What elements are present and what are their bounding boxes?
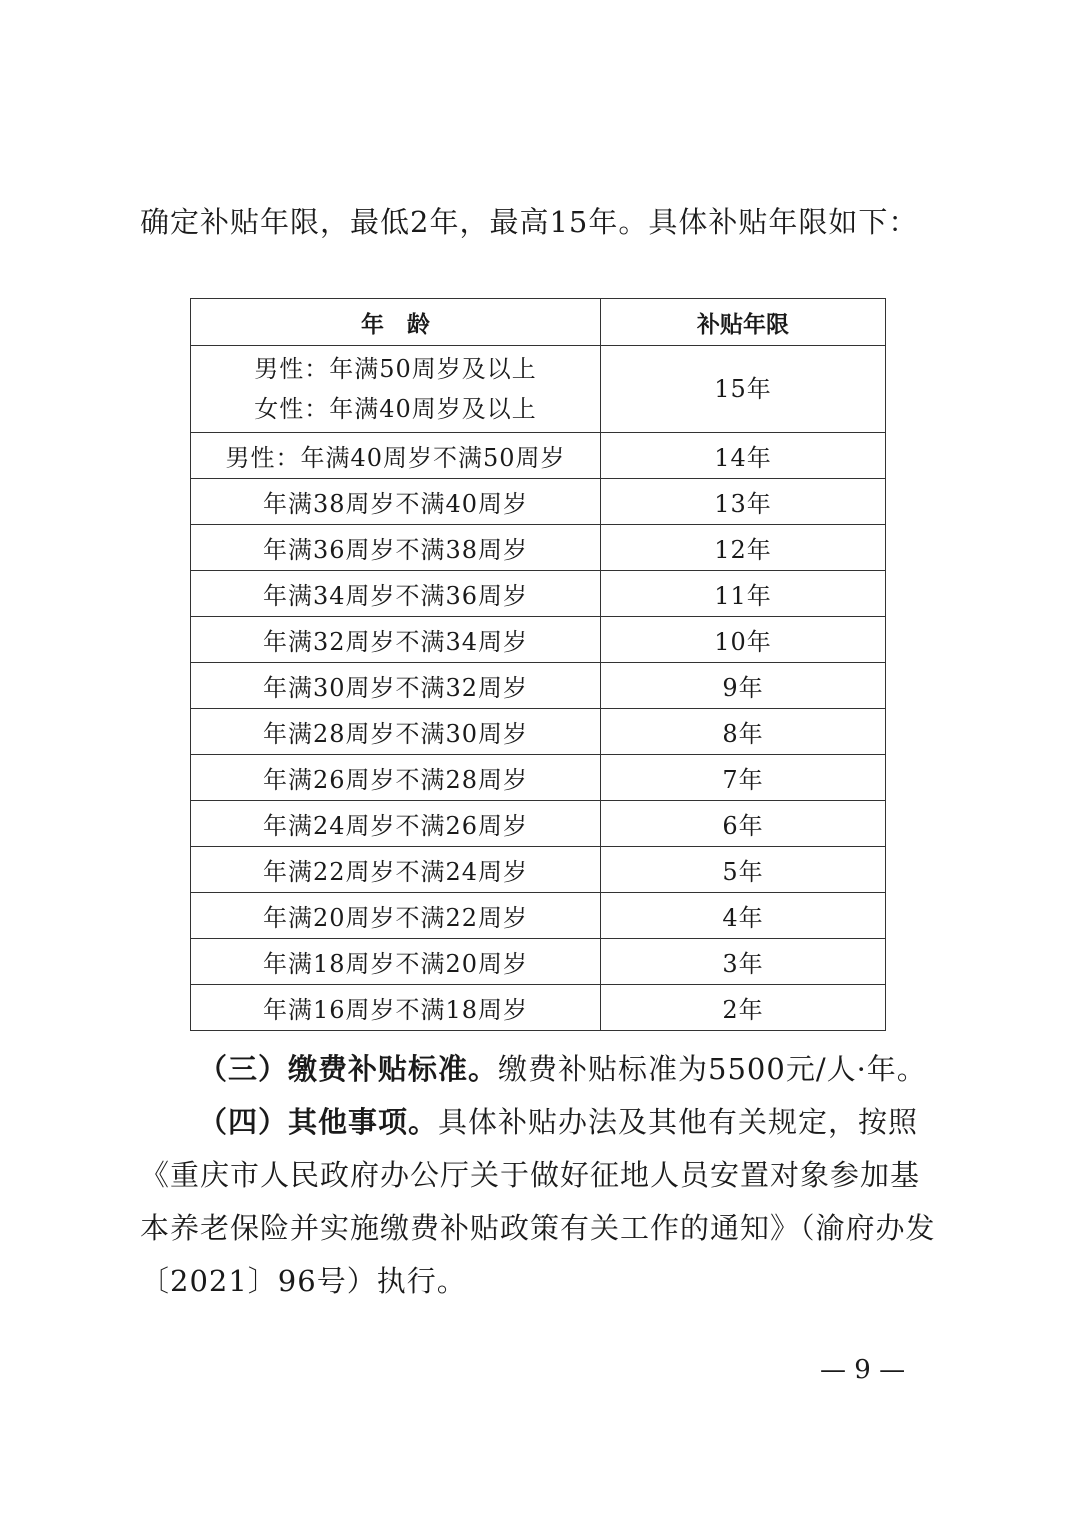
table-header-row xyxy=(191,299,886,346)
section4-paragraph xyxy=(140,1096,940,1308)
years-cell: 4年 xyxy=(601,893,886,939)
section4-heading: （四）其他事项。 xyxy=(198,1105,439,1139)
table-row xyxy=(191,939,886,985)
age-cell: 男性：年满40周岁不满50周岁 xyxy=(191,433,601,479)
table-row xyxy=(191,525,886,571)
header-subsidy-years: 补贴年限 xyxy=(601,299,886,346)
table-row xyxy=(191,755,886,801)
age-cell: 年满24周岁不满26周岁 xyxy=(191,801,601,847)
section3-body: 缴费补贴标准为5500元/人·年。 xyxy=(498,1052,927,1086)
table-row xyxy=(191,479,886,525)
table-row xyxy=(191,847,886,893)
years-cell: 14年 xyxy=(601,433,886,479)
years-cell: 10年 xyxy=(601,617,886,663)
age-cell: 年满26周岁不满28周岁 xyxy=(191,755,601,801)
header-age: 年 龄 xyxy=(191,299,601,346)
years-cell: 12年 xyxy=(601,525,886,571)
years-cell: 15年 xyxy=(601,346,886,433)
table-row xyxy=(191,801,886,847)
age-line-female: 女性：年满40周岁及以上 xyxy=(254,395,537,423)
age-cell: 年满16周岁不满18周岁 xyxy=(191,985,601,1031)
table-row xyxy=(191,571,886,617)
section3-heading: （三）缴费补贴标准。 xyxy=(198,1052,499,1086)
age-cell: 年满38周岁不满40周岁 xyxy=(191,479,601,525)
section4-body: 具体补贴办法及其他有关规定，按照《重庆市人民政府办公厅关于做好征地人员安置对象参加基本养老保险并实施缴费补贴政策有关工作的通知》（渝府办发〔2021〕96号）执行。 xyxy=(140,1105,936,1298)
table-row xyxy=(191,433,886,479)
years-cell: 11年 xyxy=(601,571,886,617)
page-number: — 9 — xyxy=(820,1355,906,1385)
years-cell: 9年 xyxy=(601,663,886,709)
years-cell: 6年 xyxy=(601,801,886,847)
table-row xyxy=(191,346,886,433)
age-cell: 年满28周岁不满30周岁 xyxy=(191,709,601,755)
years-cell: 3年 xyxy=(601,939,886,985)
age-cell: 年满22周岁不满24周岁 xyxy=(191,847,601,893)
age-cell: 年满30周岁不满32周岁 xyxy=(191,663,601,709)
table-row xyxy=(191,663,886,709)
years-cell: 7年 xyxy=(601,755,886,801)
age-cell xyxy=(191,346,601,433)
years-cell: 8年 xyxy=(601,709,886,755)
age-cell: 年满18周岁不满20周岁 xyxy=(191,939,601,985)
table-row xyxy=(191,893,886,939)
age-cell: 年满34周岁不满36周岁 xyxy=(191,571,601,617)
age-line-male: 男性：年满50周岁及以上 xyxy=(254,355,537,383)
age-cell: 年满36周岁不满38周岁 xyxy=(191,525,601,571)
years-cell: 13年 xyxy=(601,479,886,525)
table-row xyxy=(191,617,886,663)
subsidy-years-table xyxy=(190,298,886,1031)
table-row xyxy=(191,985,886,1031)
table-row xyxy=(191,709,886,755)
years-cell: 5年 xyxy=(601,847,886,893)
intro-paragraph: 确定补贴年限，最低2年，最高15年。具体补贴年限如下： xyxy=(140,205,919,239)
years-cell: 2年 xyxy=(601,985,886,1031)
age-cell: 年满32周岁不满34周岁 xyxy=(191,617,601,663)
section3-paragraph xyxy=(140,1043,940,1096)
age-cell: 年满20周岁不满22周岁 xyxy=(191,893,601,939)
